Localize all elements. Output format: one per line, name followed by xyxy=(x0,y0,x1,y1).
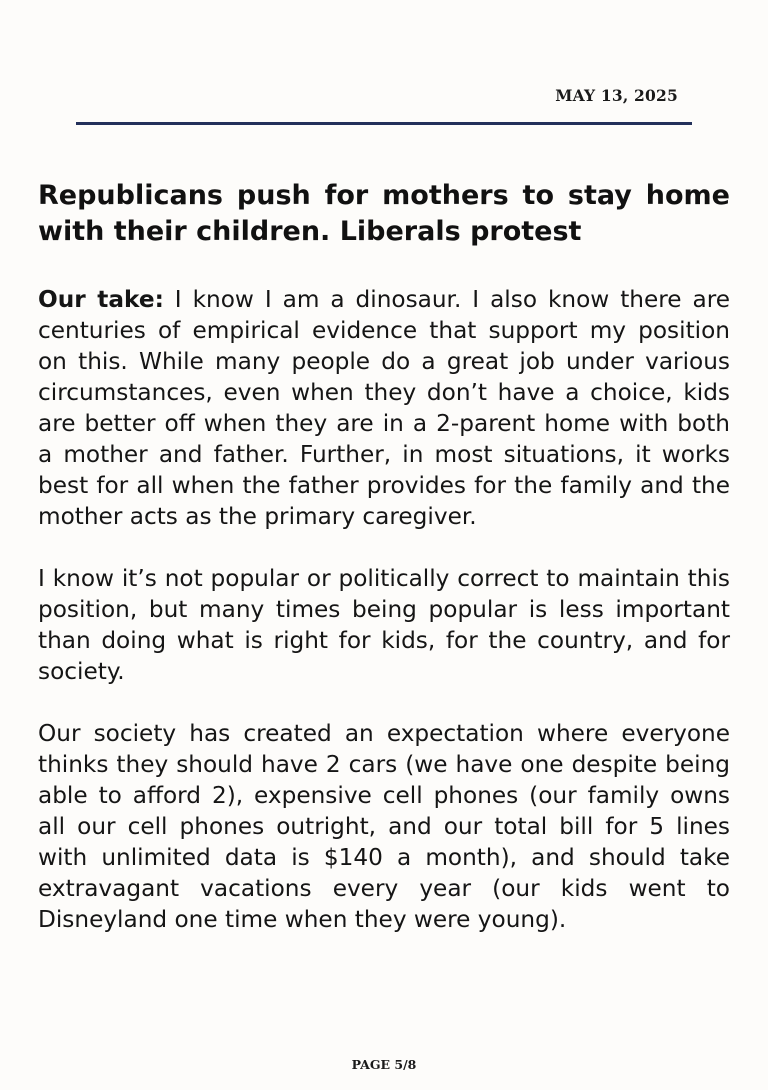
article-date: MAY 13, 2025 xyxy=(555,86,678,105)
article-body xyxy=(38,284,730,966)
body-paragraph-3: Our society has created an expectation where everyone thinks they should have 2 cars (we have one despite being able to afford 2), expensive cell phones (our family owns all our cell phones outright, and our total bill for 5 lines with unlimited data is $140 a month), and should take extravagant vacations every year (our kids went to Disneyland one time when they were young). xyxy=(38,720,730,933)
body-paragraph-2: I know it’s not popular or politically correct to maintain this position, but many times being popular is less important than doing what is right for kids, for the country, and for society. xyxy=(38,565,730,685)
header-divider xyxy=(76,122,692,125)
article-headline: Republicans push for mothers to stay home with their children. Liberals protest xyxy=(38,180,730,247)
our-take-label: Our take: xyxy=(38,286,164,313)
lead-text: I know I am a dinosaur. I also know there are centuries of empirical evidence that support my position on this. While many people do a great job under various circumstances, even when they don’t have a choice, kids are better off when they are in a 2-parent home with both a mother and father. Further, in most situations, it works best for all when the father provides for the family and the mother acts as the primary caregiver. xyxy=(38,286,730,530)
lead-paragraph xyxy=(38,284,730,532)
page-number: PAGE 5/8 xyxy=(351,1057,417,1072)
